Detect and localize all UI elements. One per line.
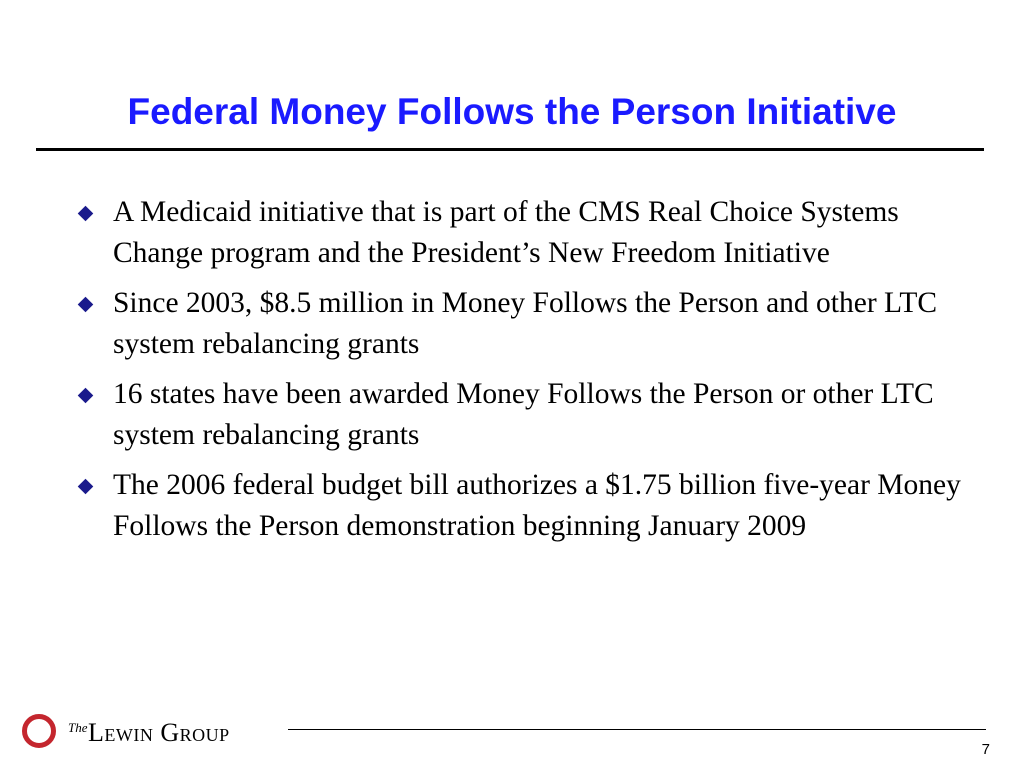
footer-divider	[288, 729, 986, 730]
bullet-item	[78, 374, 978, 456]
logo-name: Lewin Group	[88, 718, 230, 747]
diamond-bullet-icon	[78, 479, 94, 495]
title-divider	[36, 148, 984, 151]
logo-prefix: The	[68, 720, 88, 735]
bullet-list	[78, 192, 978, 556]
page-number: 7	[981, 741, 990, 758]
bullet-text: The 2006 federal budget bill authorizes a $1.75 billion five-year Money Follows the Person demonstration beginning January 2009	[113, 469, 961, 542]
diamond-bullet-icon	[78, 297, 94, 313]
bullet-text: 16 states have been awarded Money Follows the Person or other LTC system rebalancing grants	[113, 378, 934, 451]
bullet-item	[78, 283, 978, 365]
bullet-item	[78, 192, 978, 274]
slide-title: Federal Money Follows the Person Initiative	[127, 91, 897, 132]
diamond-bullet-icon	[78, 206, 94, 222]
bullet-item	[78, 465, 978, 547]
logo-ring-icon	[22, 714, 56, 748]
bullet-text: Since 2003, $8.5 million in Money Follows the Person and other LTC system rebalancing grants	[113, 287, 938, 360]
bullet-text: A Medicaid initiative that is part of the CMS Real Choice Systems Change program and the President’s New Freedom Initiative	[113, 196, 899, 269]
diamond-bullet-icon	[78, 388, 94, 404]
lewin-group-logo	[22, 714, 282, 754]
